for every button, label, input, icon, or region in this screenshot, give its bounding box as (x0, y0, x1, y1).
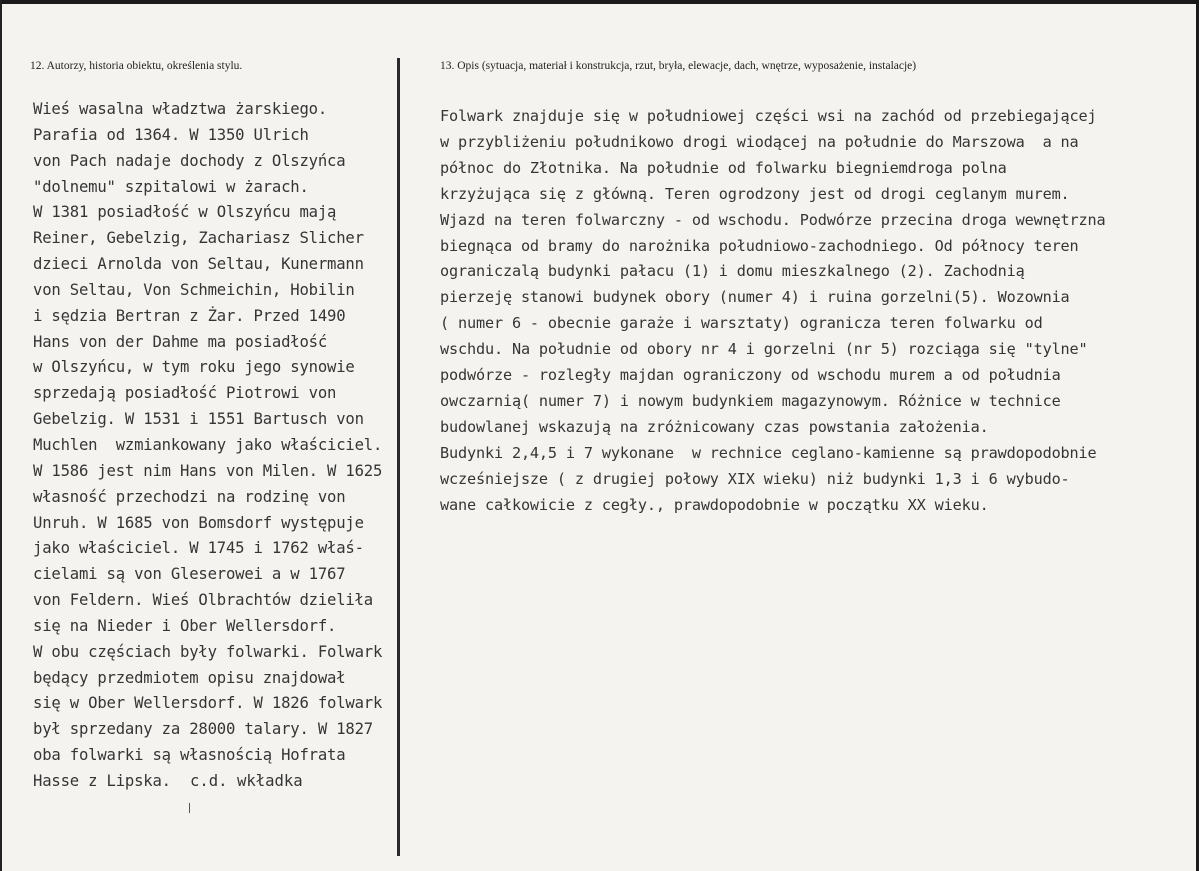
history-line: będący przedmiotem opisu znajdował (33, 668, 346, 687)
history-line: W 1381 posiadłość w Olszyńcu mają (33, 203, 337, 222)
history-line: w Olszyńcu, w tym roku jego synowie (33, 358, 355, 377)
history-line: Hasse z Lipska. (33, 771, 171, 790)
scan-edge-top (0, 0, 1199, 4)
description-line: pierzeję stanowi budynek obory (numer 4) i ruina gorzelni(5). Wozownia (440, 288, 1070, 307)
description-line: Wjazd na teren folwarczny - od wschodu. Podwórze przecina droga wewnętrzna (440, 210, 1106, 229)
history-line: Hans von der Dahme ma posiadłość (33, 332, 328, 351)
history-line: Unruh. W 1685 von Bomsdorf występuje (33, 513, 364, 532)
history-line: W obu częściach były folwarki. Folwark (33, 642, 383, 661)
description-line: podwórze - rozległy majdan ograniczony od wschodu murem a od południa (440, 366, 1061, 385)
description-line: ( numer 6 - obecnie garaże i warsztaty) ogranicza teren folwarku od (440, 314, 1043, 333)
history-text (33, 97, 418, 795)
description-line: krzyżująca się z główną. Teren ogrodzony jest od drogi ceglanym murem. (440, 184, 1070, 203)
history-line: Parafia od 1364. W 1350 Ulrich (33, 125, 309, 144)
description-line: budowlanej wskazują na zróżnicowany czas powstania założenia. (440, 417, 989, 436)
history-line: Reiner, Gebelzig, Zachariasz Slicher (33, 229, 364, 248)
history-line: jako właściciel. W 1745 i 1762 właś- (33, 539, 364, 558)
history-line: Muchlen wzmiankowany jako właściciel. (33, 435, 383, 454)
description-line: owczarnią( numer 7) i nowym budynkiem magazynowym. Różnice w technice (440, 391, 1061, 410)
description-line: Folwark znajduje się w południowej części wsi na zachód od przebiegającej (440, 107, 1097, 125)
description-line: w przybliżeniu południkowo drogi wiodącej na południe do Marszowa a na (440, 132, 1079, 151)
history-line: dzieci Arnolda von Seltau, Kunermann (33, 255, 364, 274)
history-line: i sędzia Bertran z Żar. Przed 1490 (33, 306, 346, 325)
description-line: wschdu. Na południe od obory nr 4 i gorzelni (nr 5) rozciąga się "tylne" (440, 340, 1088, 359)
history-line: sprzedają posiadłość Piotrowi von (33, 384, 337, 403)
history-line: Gebelzig. W 1531 i 1551 Bartusch von (33, 410, 364, 429)
section-13-header: 13. Opis (sytuacja, materiał i konstrukcja, rzut, bryła, elewacje, dach, wnętrze, wyposażenie, instalacje) (440, 60, 917, 72)
description-line: ograniczalą budynki pałacu (1) i domu mieszkalnego (2). Zachodnią (440, 262, 1025, 281)
history-line: von Pach nadaje dochody z Olszyńca (33, 151, 346, 170)
description-line: wane całkowicie z cegły., prawdopodobnie w początku XX wieku. (440, 495, 989, 514)
history-line: W 1586 jest nim Hans von Milen. W 1625 (33, 461, 383, 480)
pen-mark (189, 803, 190, 813)
description-line: wcześniejsze ( z drugiej połowy XIX wieku) niż budynki 1,3 i 6 wybudo- (440, 469, 1070, 488)
description-line: biegnąca od bramy do narożnika południowo-zachodniego. Od północy teren (440, 236, 1079, 255)
history-line: cielami są von Gleserowei a w 1767 (33, 565, 346, 584)
continuation-note: c.d. wkładka (190, 772, 303, 790)
history-line: "dolnemu" szpitalowi w żarach. (33, 177, 309, 196)
description-line: Budynki 2,4,5 i 7 wykonane w rechnice ceglano-kamienne są prawdopodobnie (440, 443, 1097, 462)
description-text (440, 104, 1190, 519)
history-line: Wieś wasalna władztwa żarskiego. (33, 100, 328, 118)
description-line: północ do Złotnika. Na południe od folwarku biegniemdroga polna (440, 158, 1007, 177)
history-line: oba folwarki są własnością Hofrata (33, 746, 346, 765)
history-line: się w Ober Wellersdorf. W 1826 folwark (33, 694, 383, 713)
history-line: był sprzedany za 28000 talary. W 1827 (33, 720, 373, 739)
section-12-header: 12. Autorzy, historia obiektu, określenia stylu. (30, 60, 243, 72)
history-line: von Feldern. Wieś Olbrachtów dzieliła (33, 591, 373, 610)
history-line: własność przechodzi na rodzinę von (33, 487, 346, 506)
scan-edge-left (0, 0, 2, 871)
history-line: się na Nieder i Ober Wellersdorf. (33, 616, 337, 635)
history-line: von Seltau, Von Schmeichin, Hobilin (33, 280, 355, 299)
